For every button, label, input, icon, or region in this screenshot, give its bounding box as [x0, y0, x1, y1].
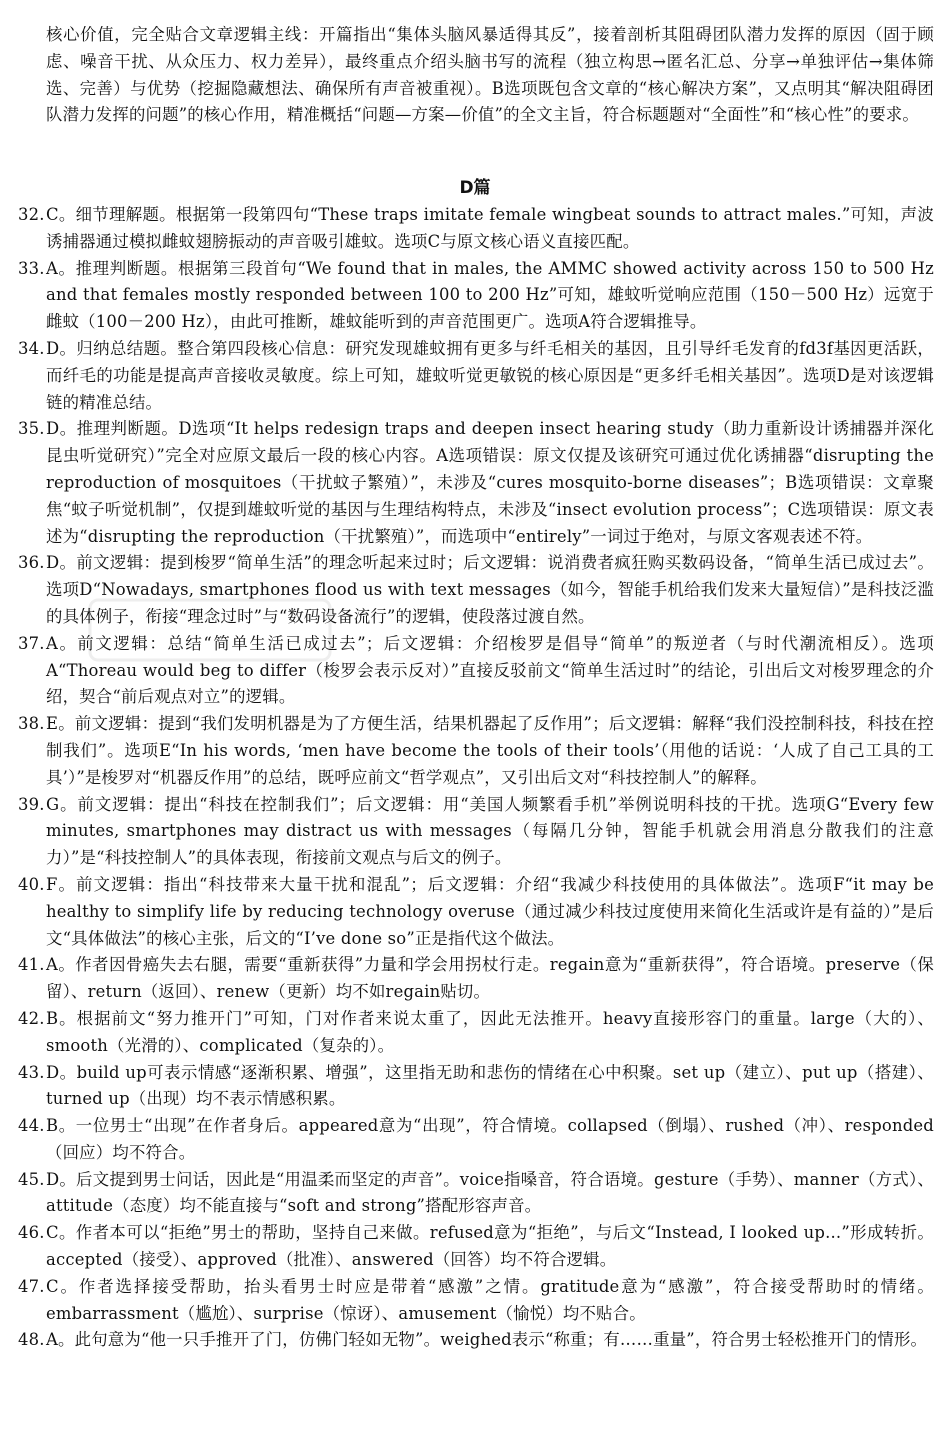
section-title: D篇: [459, 178, 491, 198]
answer-text: D。后文提到男士问话，因此是“用温柔而坚定的声音”。voice指嗓音，符合语境。gesture（手势）、manner（方式）、attitude（态度）均不能直接与“soft and strong”搭配形容声音。: [46, 1169, 934, 1216]
answer-number: 44.: [18, 1116, 45, 1136]
answer-number: 42.: [18, 1008, 45, 1028]
answer-text: C。细节理解题。根据第一段第四句“These traps imitate female wingbeat sounds to attract males.”可知，声波诱捕器通过模拟雌蚊翅膀振动的声音吸引雄蚊。选项C与原文核心语义直接匹配。: [46, 205, 934, 251]
answer-item: [18, 202, 934, 256]
answer-item: [18, 1006, 934, 1060]
answer-list: [18, 202, 934, 1354]
answer-item: [18, 1220, 934, 1274]
answer-text: A。前文逻辑：总结“简单生活已成过去”；后文逻辑：介绍梭罗是倡导“简单”的叛逆者（与时代潮流相反）。选项A“Thoreau would beg to differ（梭罗会表示反对）”直接反驳前文“简单生活过时”的结论，引出后文对梭罗理念的介绍，契合“前后观点对立”的逻辑。: [46, 633, 934, 707]
answer-text: E。前文逻辑：提到“我们发明机器是为了方便生活，结果机器起了反作用”；后文逻辑：解释“我们没控制科技，科技在控制我们”。选项E“In his words, ‘men have become the tools of their tools’（用他的话说：‘人成了自己工具的工具’）”是梭罗对“机器反作用”的总结，既呼应前文“哲学观点”，又引出后文对“科技控制人”的解释。: [46, 714, 934, 787]
answer-number: 36.: [18, 553, 45, 573]
answer-text: D。前文逻辑：提到梭罗“简单生活”的理念听起来过时；后文逻辑：说消费者疯狂购买数码设备，“简单生活已成过去”。选项D“Nowadays, smartphones flood us with text messages（如今，智能手机给我们发来大量短信）”是科技泛滥的具体例子，衔接“理念过时”与“数码设备流行”的逻辑，使段落过渡自然。: [46, 553, 934, 626]
answer-item: [18, 256, 934, 336]
answer-item: [18, 1060, 934, 1114]
answer-item: [18, 336, 934, 416]
answer-item: [18, 631, 934, 711]
answer-text: C。作者本可以“拒绝”男士的帮助，坚持自己来做。refused意为“拒绝”，与后文“Instead, I looked up...”形成转折。accepted（接受）、approved（批准）、answered（回答）均不符合逻辑。: [46, 1223, 934, 1270]
answer-item: [18, 1327, 934, 1354]
answer-text: B。一位男士“出现”在作者身后。appeared意为“出现”，符合情境。collapsed（倒塌）、rushed（冲）、responded（回应）均不符合。: [46, 1116, 934, 1162]
answer-number: 33.: [18, 258, 45, 278]
answer-number: 43.: [18, 1062, 45, 1082]
answer-text: A。推理判断题。根据第三段首句“We found that in males, the AMMC showed activity across 150 to 500 Hz and that females mostly responded between 100 to 200 Hz”可知，雄蚊听觉响应范围（150－500 Hz）远宽于雌蚊（100－200 Hz），由此可推断，雄蚊能听到的声音范围更广。选项A符合逻辑推导。: [46, 258, 934, 332]
answer-number: 37.: [18, 633, 45, 653]
answer-number: 32.: [18, 205, 45, 224]
answer-item: [18, 872, 934, 952]
answer-item: [18, 1274, 934, 1328]
answer-text: A。作者因骨癌失去右腿，需要“重新获得”力量和学会用拐杖行走。regain意为“重新获得”，符合语境。preserve（保留）、return（返回）、renew（更新）均不如regain贴切。: [46, 955, 934, 1002]
answer-item: [18, 711, 934, 791]
answer-text: D。推理判断题。D选项“It helps redesign traps and deepen insect hearing study（助力重新设计诱捕器并深化昆虫听觉研究）”完全对应原文最后一段的核心内容。A选项错误：原文仅提及该研究可通过优化诱捕器“disrupting the reproduction of mosquitoes（干扰蚊子繁殖）”，未涉及“cures mosquito-borne diseases”；B选项错误：文章聚焦“蚊子听觉机制”，仅提到雄蚊听觉的基因与生理结构特点，未涉及“insect evolution process”；C选项错误：原文表述为“disrupting the reproduction（干扰繁殖）”，而选项中“entirely”一词过于绝对，与原文客观表述不符。: [46, 419, 934, 546]
answer-item: [18, 792, 934, 872]
answer-number: 48.: [18, 1330, 45, 1350]
answer-number: 45.: [18, 1169, 45, 1189]
answer-item: [18, 550, 934, 630]
answer-number: 47.: [18, 1276, 45, 1296]
answer-text: G。前文逻辑：提出“科技在控制我们”；后文逻辑：用“美国人频繁看手机”举例说明科技的干扰。选项G“Every few minutes, smartphones may distract us with messages（每隔几分钟，智能手机就会用消息分散我们的注意力）”是“科技控制人”的具体表现，衔接前文观点与后文的例子。: [46, 794, 934, 868]
intro-paragraph: 核心价值，完全贴合文章逻辑主线：开篇指出“集体头脑风暴适得其反”，接着剖析其阻碍团队潜力发挥的原因（固于顾虑、噪音干扰、从众压力、权力差异），最终重点介绍头脑书写的流程（独立构思→匿名汇总、分享→单独评估→集体筛选、完善）与优势（挖掘隐藏想法、确保所有声音被重视）。B选项既包含文章的“核心解决方案”，又点明其“解决阻碍团队潜力发挥的问题”的核心作用，精准概括“问题—方案—价值”的全文主旨，符合标题题对“全面性”和“核心性”的要求。: [46, 25, 934, 125]
answer-number: 38.: [18, 714, 45, 734]
answer-item: [18, 952, 934, 1006]
answer-item: [18, 416, 934, 550]
answer-text: D。build up可表示情感“逐渐积累、增强”，这里指无助和悲伤的情绪在心中积聚。set up（建立）、put up（搭建）、turned up（出现）均不表示情感积累。: [46, 1062, 934, 1109]
answer-number: 35.: [18, 419, 45, 439]
answer-number: 34.: [18, 338, 45, 358]
answer-text: A。此句意为“他一只手推开了门，仿佛门轻如无物”。weighed表示“称重；有……重量”，符合男士轻松推开门的情形。: [46, 1330, 928, 1350]
answer-number: 39.: [18, 794, 45, 814]
answer-item: [18, 1167, 934, 1221]
answer-number: 46.: [18, 1223, 45, 1243]
answer-number: 40.: [18, 874, 45, 894]
answer-text: B。根据前文“努力推开门”可知，门对作者来说太重了，因此无法推开。heavy直接形容门的重量。large（大的）、smooth（光滑的）、complicated（复杂的）。: [46, 1008, 934, 1055]
answer-item: [18, 1113, 934, 1167]
answer-text: F。前文逻辑：指出“科技带来大量干扰和混乱”；后文逻辑：介绍“我减少科技使用的具体做法”。选项F“it may be healthy to simplify life by reducing technology overuse（通过减少科技过度使用来简化生活或许是有益的）”是后文“具体做法”的核心主张，后文的“I’ve done so”正是指代这个做法。: [46, 874, 934, 948]
answer-text: C。作者选择接受帮助，抬头看男士时应是带着“感激”之情。gratitude意为“感激”，符合接受帮助时的情绪。embarrassment（尴尬）、surprise（惊讶）、amusement（愉悦）均不贴合。: [46, 1276, 934, 1323]
answer-number: 41.: [18, 955, 45, 975]
answer-text: D。归纳总结题。整合第四段核心信息：研究发现雄蚊拥有更多与纤毛相关的基因，且引导纤毛发育的fd3f基因更活跃，而纤毛的功能是提高声音接收灵敏度。综上可知，雄蚊听觉更敏锐的核心原因是“更多纤毛相关基因”。选项D是对该逻辑链的精准总结。: [46, 338, 934, 412]
